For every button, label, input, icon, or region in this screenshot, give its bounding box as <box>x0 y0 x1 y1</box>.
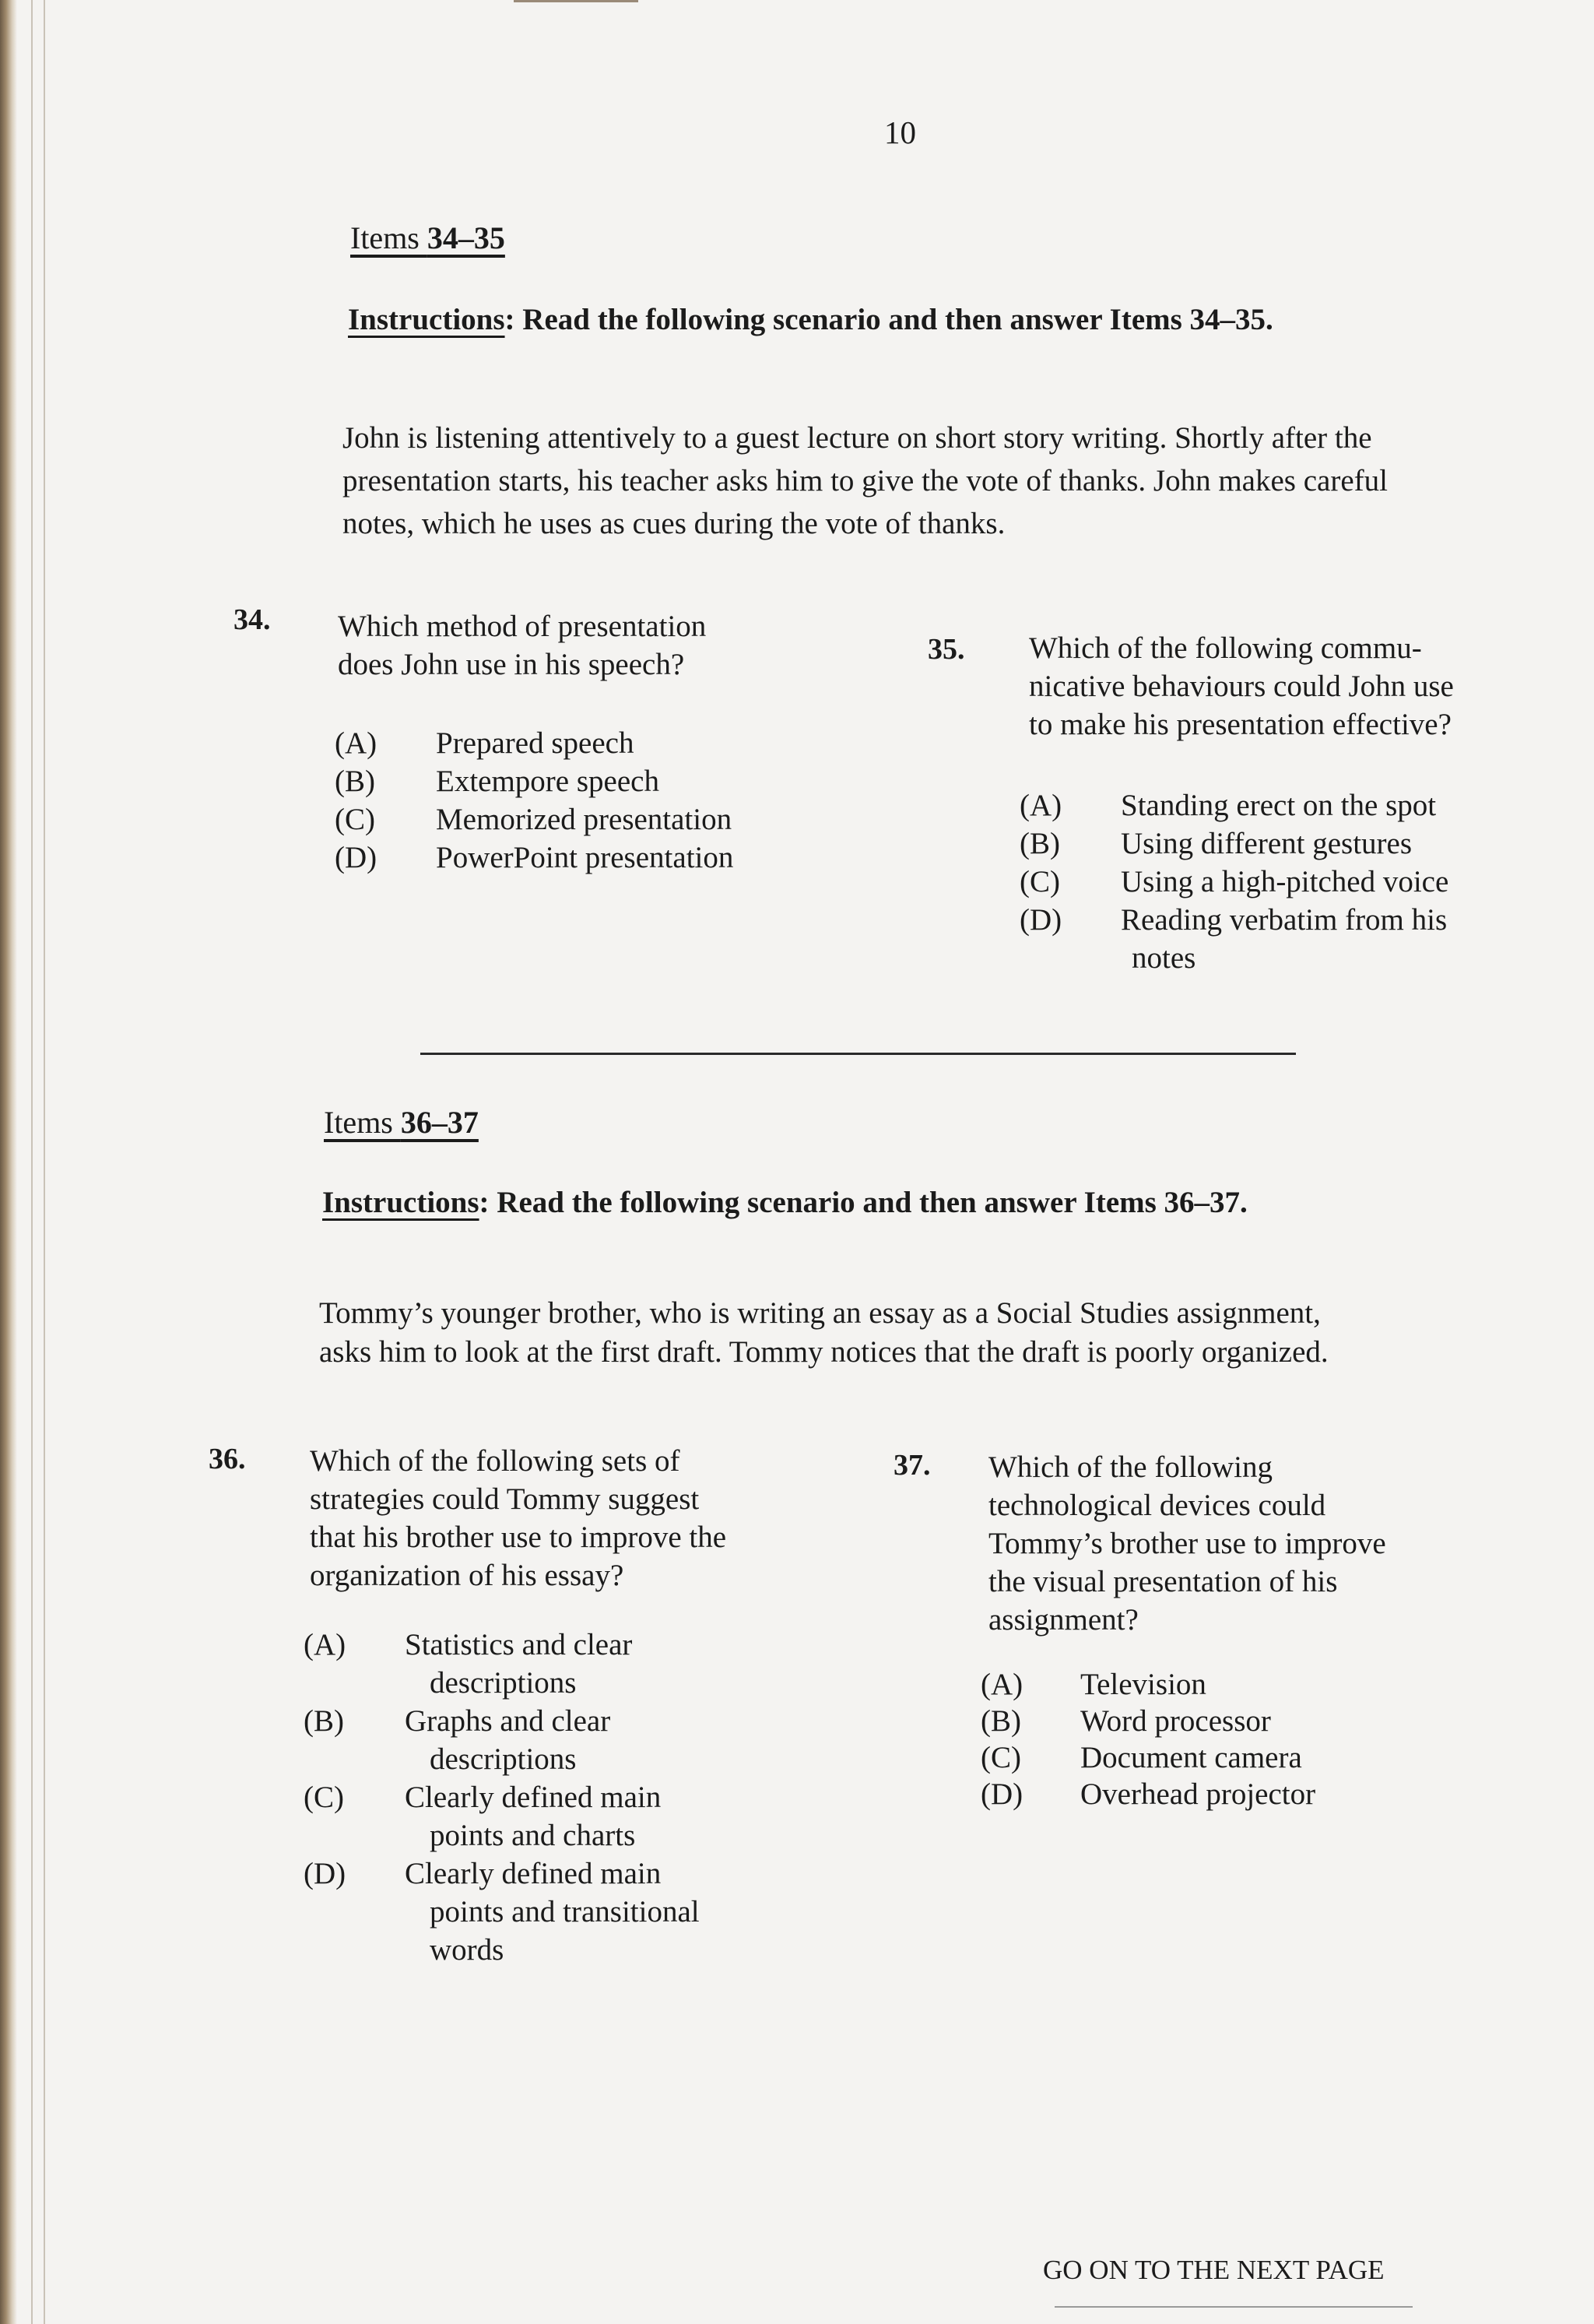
option: (C) Document camera <box>981 1741 1302 1774</box>
question-text: Which of the following sets of strategies could Tommy suggest that his brother use to improve the organization of his essay? <box>310 1444 727 1592</box>
scenario-line: John is listening attentively to a guest lecture on short story writing. Shortly after the <box>342 421 1372 455</box>
question-number: 36. <box>209 1443 246 1475</box>
binding-line <box>31 0 33 2324</box>
page-binding-edge <box>0 0 17 2324</box>
question-number: 34. <box>233 603 271 636</box>
option: (C) Memorized presentation <box>335 803 732 836</box>
option: (D) Clearly defined main points and transitional words <box>304 1857 700 1967</box>
scenario-line: Tommy’s younger brother, who is writing an essay as a Social Studies assignment, <box>319 1296 1321 1330</box>
question-text: Which of the following commu- nicative behaviours could John use to make his presentation effective? <box>1029 631 1454 741</box>
option: (D) Reading verbatim from his <box>1020 903 1448 937</box>
question-text: Which of the following technological devices could Tommy’s brother use to improve the visual presentation of his assignment? <box>988 1450 1386 1637</box>
scenario <box>319 1294 1329 1372</box>
option: (C) Using a high-pitched voice <box>1020 865 1449 898</box>
option: (C) Clearly defined main points and charts <box>304 1781 662 1852</box>
footer-rule <box>1055 2306 1413 2308</box>
option: (A) Statistics and clear descriptions <box>304 1628 633 1700</box>
option: (D) Overhead projector <box>981 1777 1316 1811</box>
instructions-text: : Read the following scenario and then answer Items 36–37. <box>479 1186 1248 1219</box>
options-list <box>335 724 733 877</box>
scenario-line: notes, which he uses as cues during the vote of thanks. <box>342 507 1006 540</box>
options-list <box>981 1666 1315 1812</box>
question-number: 37. <box>894 1449 931 1482</box>
option: (B) Using different gestures <box>1020 827 1413 860</box>
scenario <box>342 417 1388 545</box>
options-list <box>304 1626 700 1969</box>
instructions <box>322 1185 1248 1220</box>
items-heading: Items 36–37 <box>324 1105 479 1140</box>
options-list <box>1020 786 1448 977</box>
option-continuation: notes <box>1132 941 1196 975</box>
question-text: Which method of presentation does John use in his speech? <box>338 610 707 681</box>
top-rule <box>514 0 638 2</box>
option: (A) Television <box>981 1668 1206 1701</box>
binding-line <box>44 0 45 2324</box>
scenario-line: asks him to look at the first draft. Tommy notices that the draft is poorly organized. <box>319 1335 1329 1369</box>
question-number: 35. <box>928 633 965 666</box>
option: (B) Graphs and clear descriptions <box>304 1704 611 1776</box>
items-heading: Items 34–35 <box>350 220 505 255</box>
footer-next-page: GO ON TO THE NEXT PAGE <box>1043 2255 1385 2285</box>
option: (A) Prepared speech <box>335 726 634 760</box>
option: (A) Standing erect on the spot <box>1020 789 1437 822</box>
option: (B) Extempore speech <box>335 765 659 798</box>
scenario-line: presentation starts, his teacher asks him to give the vote of thanks. John makes careful <box>342 464 1388 497</box>
instructions-text: : Read the following scenario and then answer Items 34–35. <box>504 303 1273 336</box>
page-number: 10 <box>884 114 916 150</box>
section-divider <box>420 1053 1296 1055</box>
instructions <box>348 302 1273 337</box>
option: (B) Word processor <box>981 1704 1271 1738</box>
option: (D) PowerPoint presentation <box>335 841 734 874</box>
instructions-label: Instructions <box>348 303 505 336</box>
instructions-label: Instructions <box>322 1186 479 1219</box>
